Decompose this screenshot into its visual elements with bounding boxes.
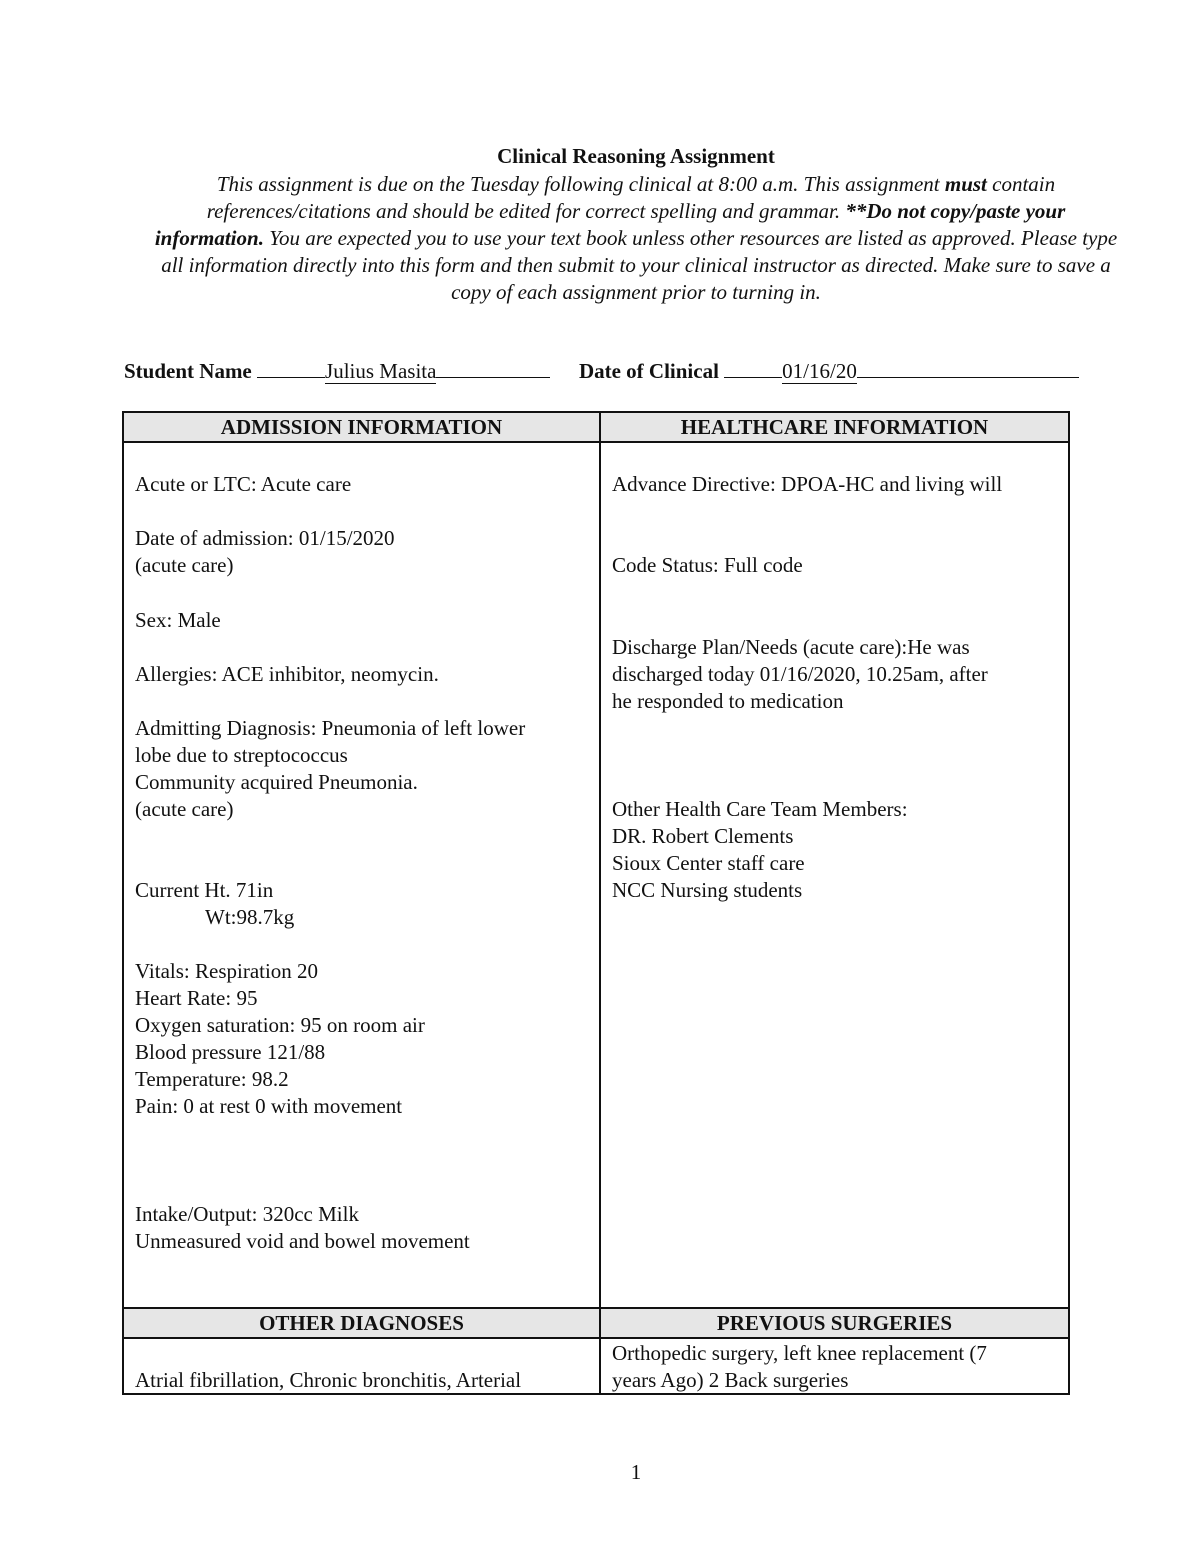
team-member-2: Sioux Center staff care xyxy=(612,851,805,875)
discharge-plan-line-3: he responded to medication xyxy=(612,689,844,713)
acute-or-ltc: Acute or LTC: Acute care xyxy=(135,472,352,496)
date-of-admission: Date of admission: 01/15/2020 xyxy=(135,526,395,550)
student-name-label: Student Name xyxy=(124,359,252,383)
clinical-info-table xyxy=(122,411,1070,1395)
current-weight: Wt:98.7kg xyxy=(205,905,295,929)
date-of-clinical-value[interactable]: 01/16/20 xyxy=(782,359,857,383)
date-of-clinical-label: Date of Clinical xyxy=(578,359,719,383)
admitting-diagnosis-line-3: Community acquired Pneumonia. xyxy=(135,770,418,794)
previous-surgeries-cell[interactable] xyxy=(600,1338,1069,1394)
admitting-diagnosis-line-2: lobe due to streptococcus xyxy=(135,743,348,767)
student-fields xyxy=(124,359,1079,384)
admitting-diagnosis-line-4: (acute care) xyxy=(135,797,234,821)
sex: Sex: Male xyxy=(135,608,221,632)
date-blank-tail xyxy=(857,359,1079,378)
assignment-title: Clinical Reasoning Assignment xyxy=(497,144,775,168)
instructions-bold-2: **Do not copy/paste your information. xyxy=(154,199,1066,250)
student-name-blank-tail xyxy=(436,359,550,378)
vitals-pain: Pain: 0 at rest 0 with movement xyxy=(135,1094,403,1118)
header-previous-surgeries: PREVIOUS SURGERIES xyxy=(600,1308,1069,1338)
student-name-blank xyxy=(257,359,325,378)
instructions-text-3: You are expected you to use your text book unless other resources are listed as approved. Please type all information directly into this form and then submit to your clinical instructor as directed. Make sure to save a copy of each assignment prior to turning in. xyxy=(161,226,1118,304)
allergies: Allergies: ACE inhibitor, neomycin. xyxy=(135,662,439,686)
team-member-3: NCC Nursing students xyxy=(612,878,803,902)
instructions-text-2: contain references/citations and should be edited for correct spelling and grammar. xyxy=(206,172,1056,223)
instructions-bold-1: must xyxy=(944,172,987,196)
intake-output-line-2: Unmeasured void and bowel movement xyxy=(135,1229,470,1253)
discharge-plan-line-2: discharged today 01/16/2020, 10.25am, after xyxy=(612,662,988,686)
page-number: 1 xyxy=(630,1460,642,1484)
header-other-diagnoses: OTHER DIAGNOSES xyxy=(123,1308,600,1338)
intake-output-line-1: Intake/Output: 320cc Milk xyxy=(135,1202,359,1226)
vitals-blood-pressure: Blood pressure 121/88 xyxy=(135,1040,326,1064)
admission-info-cell[interactable] xyxy=(123,442,600,1308)
instructions-text-1: This assignment is due on the Tuesday following clinical at 8:00 a.m. This assignment xyxy=(216,172,945,196)
current-height: Current Ht. 71in xyxy=(135,878,274,902)
vitals-oxygen-saturation: Oxygen saturation: 95 on room air xyxy=(135,1013,425,1037)
date-of-admission-note: (acute care) xyxy=(135,553,234,577)
vitals-temperature: Temperature: 98.2 xyxy=(135,1067,289,1091)
previous-surgeries-line-1: Orthopedic surgery, left knee replacement (7 xyxy=(612,1341,987,1365)
student-name-value[interactable]: Julius Masita xyxy=(325,359,437,383)
team-members-label: Other Health Care Team Members: xyxy=(612,797,908,821)
healthcare-info-cell[interactable] xyxy=(600,442,1069,1308)
date-blank xyxy=(724,359,782,378)
previous-surgeries-line-2: years Ago) 2 Back surgeries xyxy=(612,1368,849,1392)
vitals-heart-rate: Heart Rate: 95 xyxy=(135,986,258,1010)
other-diagnoses-text: Atrial fibrillation, Chronic bronchitis, Arterial xyxy=(135,1368,522,1392)
code-status: Code Status: Full code xyxy=(612,553,803,577)
admitting-diagnosis-line-1: Admitting Diagnosis: Pneumonia of left lower xyxy=(135,716,526,740)
header-admission-information: ADMISSION INFORMATION xyxy=(123,412,600,442)
discharge-plan-line-1: Discharge Plan/Needs (acute care):He was xyxy=(612,635,970,659)
instructions-paragraph xyxy=(150,171,1122,306)
advance-directive: Advance Directive: DPOA-HC and living will xyxy=(612,472,1003,496)
vitals-respiration: Vitals: Respiration 20 xyxy=(135,959,319,983)
other-diagnoses-cell[interactable] xyxy=(123,1338,600,1394)
team-member-1: DR. Robert Clements xyxy=(612,824,794,848)
header-healthcare-information: HEALTHCARE INFORMATION xyxy=(600,412,1069,442)
